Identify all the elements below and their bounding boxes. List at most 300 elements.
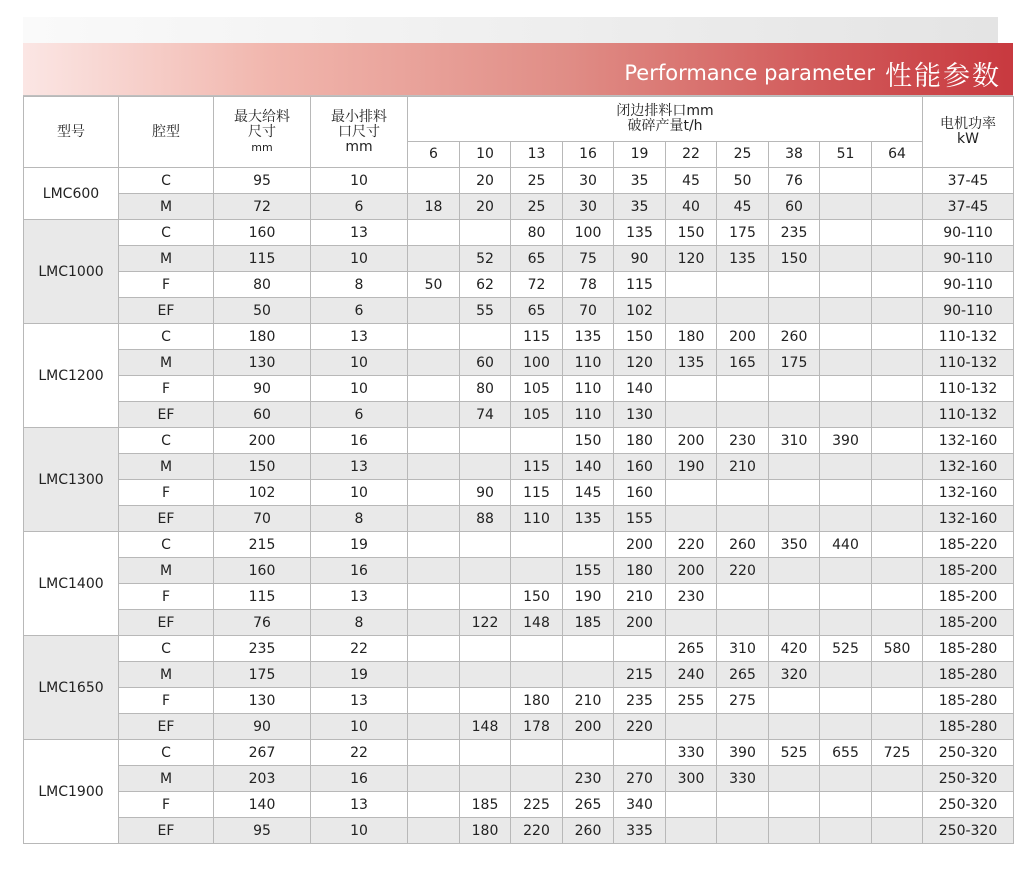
capacity-cell: 100 <box>511 350 563 376</box>
title-chinese: 性能参数 <box>885 61 1001 92</box>
min-discharge-cell: 10 <box>311 714 408 740</box>
capacity-cell <box>408 246 460 272</box>
capacity-cell: 215 <box>614 662 666 688</box>
capacity-cell: 275 <box>717 688 769 714</box>
cavity-cell: EF <box>119 298 214 324</box>
top-gradient-band <box>23 17 998 43</box>
capacity-cell <box>408 376 460 402</box>
capacity-cell <box>872 714 923 740</box>
capacity-cell <box>872 402 923 428</box>
capacity-cell: 30 <box>563 194 614 220</box>
capacity-cell <box>820 662 872 688</box>
header-min-discharge-label: 最小排料口尺寸mm <box>331 108 387 155</box>
capacity-cell <box>614 740 666 766</box>
header-max-feed <box>214 97 311 168</box>
capacity-cell: 80 <box>460 376 511 402</box>
header-css-line2: 破碎产量t/h <box>627 118 703 134</box>
capacity-cell <box>666 376 717 402</box>
header-css-line1: 闭边排料口mm <box>616 103 714 119</box>
capacity-cell <box>769 376 820 402</box>
capacity-cell <box>460 688 511 714</box>
cavity-cell: C <box>119 428 214 454</box>
capacity-cell <box>820 558 872 584</box>
model-cell: LMC600 <box>24 168 119 220</box>
table-row <box>24 688 1014 714</box>
capacity-cell <box>717 714 769 740</box>
capacity-cell: 135 <box>563 506 614 532</box>
max-feed-cell: 95 <box>214 818 311 844</box>
model-cell: LMC1650 <box>24 636 119 740</box>
cavity-cell: EF <box>119 714 214 740</box>
capacity-cell: 148 <box>511 610 563 636</box>
capacity-cell: 165 <box>717 350 769 376</box>
capacity-cell <box>820 610 872 636</box>
cavity-cell: F <box>119 272 214 298</box>
cavity-cell: M <box>119 558 214 584</box>
capacity-cell <box>872 610 923 636</box>
motor-power-cell: 90-110 <box>923 220 1014 246</box>
title-english: Performance parameter <box>624 61 875 85</box>
cavity-cell: C <box>119 220 214 246</box>
motor-power-cell: 250-320 <box>923 792 1014 818</box>
cavity-cell: C <box>119 168 214 194</box>
capacity-cell: 90 <box>460 480 511 506</box>
capacity-cell: 135 <box>614 220 666 246</box>
max-feed-cell: 95 <box>214 168 311 194</box>
capacity-cell <box>563 636 614 662</box>
motor-power-cell: 110-132 <box>923 376 1014 402</box>
capacity-cell: 420 <box>769 636 820 662</box>
capacity-cell <box>408 740 460 766</box>
table-row <box>24 818 1014 844</box>
capacity-cell: 330 <box>666 740 717 766</box>
capacity-cell <box>460 220 511 246</box>
capacity-cell <box>460 584 511 610</box>
capacity-cell <box>820 168 872 194</box>
capacity-cell <box>563 740 614 766</box>
min-discharge-cell: 10 <box>311 350 408 376</box>
capacity-cell <box>666 298 717 324</box>
max-feed-cell: 235 <box>214 636 311 662</box>
cavity-cell: M <box>119 246 214 272</box>
min-discharge-cell: 10 <box>311 376 408 402</box>
capacity-cell <box>820 324 872 350</box>
header-css-16: 16 <box>563 142 614 168</box>
capacity-cell: 230 <box>717 428 769 454</box>
capacity-cell <box>408 350 460 376</box>
capacity-cell <box>717 298 769 324</box>
capacity-cell <box>408 610 460 636</box>
max-feed-cell: 150 <box>214 454 311 480</box>
max-feed-cell: 140 <box>214 792 311 818</box>
capacity-cell: 255 <box>666 688 717 714</box>
motor-power-cell: 250-320 <box>923 818 1014 844</box>
header-motor-label: 电机功率 <box>940 116 996 132</box>
capacity-cell <box>408 558 460 584</box>
motor-power-cell: 37-45 <box>923 194 1014 220</box>
capacity-cell: 50 <box>408 272 460 298</box>
capacity-cell: 180 <box>614 428 666 454</box>
capacity-cell: 210 <box>563 688 614 714</box>
motor-power-cell: 250-320 <box>923 740 1014 766</box>
header-motor-unit: kW <box>957 131 979 147</box>
capacity-cell <box>769 792 820 818</box>
capacity-cell: 62 <box>460 272 511 298</box>
capacity-cell: 150 <box>614 324 666 350</box>
capacity-cell <box>872 246 923 272</box>
capacity-cell: 105 <box>511 402 563 428</box>
capacity-cell: 175 <box>717 220 769 246</box>
min-discharge-cell: 10 <box>311 168 408 194</box>
header-model: 型号 <box>24 97 119 168</box>
capacity-cell: 55 <box>460 298 511 324</box>
capacity-cell: 310 <box>717 636 769 662</box>
table-row <box>24 584 1014 610</box>
capacity-cell: 110 <box>563 376 614 402</box>
capacity-cell: 180 <box>666 324 717 350</box>
capacity-cell <box>769 454 820 480</box>
table-row <box>24 636 1014 662</box>
capacity-cell: 178 <box>511 714 563 740</box>
capacity-cell <box>769 558 820 584</box>
capacity-cell: 180 <box>614 558 666 584</box>
capacity-cell <box>408 714 460 740</box>
capacity-cell <box>769 506 820 532</box>
table-row <box>24 506 1014 532</box>
capacity-cell <box>408 636 460 662</box>
table-row <box>24 792 1014 818</box>
capacity-cell: 200 <box>666 428 717 454</box>
capacity-cell <box>872 220 923 246</box>
capacity-cell: 210 <box>614 584 666 610</box>
capacity-cell: 160 <box>614 480 666 506</box>
capacity-cell: 175 <box>769 350 820 376</box>
min-discharge-cell: 8 <box>311 272 408 298</box>
capacity-cell: 440 <box>820 532 872 558</box>
capacity-cell: 260 <box>717 532 769 558</box>
capacity-cell <box>717 610 769 636</box>
capacity-cell <box>820 714 872 740</box>
capacity-cell <box>872 688 923 714</box>
capacity-cell <box>872 584 923 610</box>
capacity-cell: 70 <box>563 298 614 324</box>
capacity-cell <box>511 558 563 584</box>
capacity-cell: 200 <box>717 324 769 350</box>
capacity-cell: 30 <box>563 168 614 194</box>
cavity-cell: C <box>119 324 214 350</box>
capacity-cell <box>872 428 923 454</box>
table-row <box>24 298 1014 324</box>
capacity-cell: 525 <box>769 740 820 766</box>
capacity-cell <box>717 792 769 818</box>
capacity-cell: 190 <box>563 584 614 610</box>
motor-power-cell: 185-280 <box>923 636 1014 662</box>
capacity-cell <box>769 584 820 610</box>
capacity-cell <box>769 480 820 506</box>
capacity-cell <box>666 480 717 506</box>
capacity-cell: 330 <box>717 766 769 792</box>
capacity-cell: 220 <box>666 532 717 558</box>
cavity-cell: M <box>119 454 214 480</box>
motor-power-cell: 185-200 <box>923 558 1014 584</box>
capacity-cell: 148 <box>460 714 511 740</box>
capacity-cell <box>460 740 511 766</box>
max-feed-cell: 102 <box>214 480 311 506</box>
max-feed-cell: 90 <box>214 376 311 402</box>
motor-power-cell: 132-160 <box>923 480 1014 506</box>
capacity-cell: 110 <box>511 506 563 532</box>
cavity-cell: F <box>119 584 214 610</box>
table-body <box>24 168 1014 844</box>
capacity-cell <box>820 454 872 480</box>
capacity-cell: 150 <box>511 584 563 610</box>
capacity-cell <box>408 402 460 428</box>
capacity-cell <box>666 402 717 428</box>
motor-power-cell: 110-132 <box>923 350 1014 376</box>
capacity-cell: 335 <box>614 818 666 844</box>
cavity-cell: EF <box>119 402 214 428</box>
capacity-cell: 270 <box>614 766 666 792</box>
capacity-cell <box>769 298 820 324</box>
capacity-cell: 220 <box>511 818 563 844</box>
header-css-22: 22 <box>666 142 717 168</box>
capacity-cell: 115 <box>511 324 563 350</box>
motor-power-cell: 110-132 <box>923 402 1014 428</box>
capacity-cell: 120 <box>614 350 666 376</box>
table-row <box>24 246 1014 272</box>
capacity-cell <box>872 532 923 558</box>
min-discharge-cell: 13 <box>311 220 408 246</box>
capacity-cell: 140 <box>563 454 614 480</box>
motor-power-cell: 90-110 <box>923 246 1014 272</box>
capacity-cell <box>460 324 511 350</box>
capacity-cell <box>872 454 923 480</box>
table-row <box>24 766 1014 792</box>
cavity-cell: C <box>119 532 214 558</box>
min-discharge-cell: 16 <box>311 558 408 584</box>
capacity-cell: 20 <box>460 194 511 220</box>
capacity-cell <box>408 298 460 324</box>
capacity-cell: 45 <box>717 194 769 220</box>
max-feed-cell: 76 <box>214 610 311 636</box>
capacity-cell: 655 <box>820 740 872 766</box>
motor-power-cell: 132-160 <box>923 454 1014 480</box>
max-feed-cell: 70 <box>214 506 311 532</box>
capacity-cell: 200 <box>614 610 666 636</box>
capacity-cell <box>666 272 717 298</box>
capacity-cell <box>408 818 460 844</box>
capacity-cell <box>408 168 460 194</box>
table-row <box>24 350 1014 376</box>
capacity-cell: 390 <box>820 428 872 454</box>
cavity-cell: M <box>119 766 214 792</box>
capacity-cell <box>820 194 872 220</box>
capacity-cell: 200 <box>614 532 666 558</box>
header-css-13: 13 <box>511 142 563 168</box>
capacity-cell <box>511 662 563 688</box>
header-max-feed-label: 最大给料尺寸 <box>234 108 290 140</box>
capacity-cell: 310 <box>769 428 820 454</box>
capacity-cell: 130 <box>614 402 666 428</box>
min-discharge-cell: 6 <box>311 194 408 220</box>
capacity-cell <box>872 324 923 350</box>
max-feed-cell: 115 <box>214 246 311 272</box>
capacity-cell: 260 <box>769 324 820 350</box>
capacity-cell: 180 <box>511 688 563 714</box>
capacity-cell <box>460 636 511 662</box>
capacity-cell <box>820 818 872 844</box>
capacity-cell <box>408 480 460 506</box>
capacity-cell: 35 <box>614 194 666 220</box>
capacity-cell: 25 <box>511 168 563 194</box>
capacity-cell <box>511 532 563 558</box>
capacity-cell <box>460 558 511 584</box>
capacity-cell: 150 <box>769 246 820 272</box>
motor-power-cell: 185-280 <box>923 714 1014 740</box>
capacity-cell <box>408 428 460 454</box>
capacity-cell <box>872 376 923 402</box>
capacity-cell <box>872 558 923 584</box>
max-feed-cell: 200 <box>214 428 311 454</box>
min-discharge-cell: 19 <box>311 662 408 688</box>
capacity-cell <box>820 402 872 428</box>
capacity-cell: 265 <box>563 792 614 818</box>
capacity-cell <box>820 766 872 792</box>
capacity-cell <box>872 792 923 818</box>
capacity-cell: 120 <box>666 246 717 272</box>
capacity-cell: 155 <box>614 506 666 532</box>
capacity-cell: 140 <box>614 376 666 402</box>
capacity-cell: 115 <box>511 480 563 506</box>
capacity-cell: 320 <box>769 662 820 688</box>
capacity-cell: 65 <box>511 246 563 272</box>
header-css-25: 25 <box>717 142 769 168</box>
capacity-cell <box>408 532 460 558</box>
capacity-cell: 88 <box>460 506 511 532</box>
max-feed-cell: 203 <box>214 766 311 792</box>
title-banner <box>23 43 1013 97</box>
capacity-cell: 135 <box>666 350 717 376</box>
min-discharge-cell: 8 <box>311 610 408 636</box>
capacity-cell <box>460 766 511 792</box>
capacity-cell <box>820 506 872 532</box>
capacity-cell <box>666 792 717 818</box>
motor-power-cell: 90-110 <box>923 272 1014 298</box>
motor-power-cell: 250-320 <box>923 766 1014 792</box>
min-discharge-cell: 13 <box>311 688 408 714</box>
max-feed-cell: 115 <box>214 584 311 610</box>
capacity-cell: 340 <box>614 792 666 818</box>
capacity-cell: 265 <box>666 636 717 662</box>
capacity-cell <box>820 480 872 506</box>
capacity-cell: 60 <box>769 194 820 220</box>
max-feed-cell: 175 <box>214 662 311 688</box>
capacity-cell <box>511 428 563 454</box>
capacity-cell <box>872 506 923 532</box>
capacity-cell: 105 <box>511 376 563 402</box>
capacity-cell: 525 <box>820 636 872 662</box>
max-feed-cell: 180 <box>214 324 311 350</box>
model-cell: LMC1300 <box>24 428 119 532</box>
capacity-cell <box>872 194 923 220</box>
capacity-cell: 725 <box>872 740 923 766</box>
capacity-cell <box>872 480 923 506</box>
capacity-cell: 115 <box>511 454 563 480</box>
capacity-cell <box>769 272 820 298</box>
capacity-cell: 18 <box>408 194 460 220</box>
capacity-cell <box>820 350 872 376</box>
cavity-cell: F <box>119 792 214 818</box>
capacity-cell <box>872 818 923 844</box>
capacity-cell <box>820 220 872 246</box>
capacity-cell: 74 <box>460 402 511 428</box>
motor-power-cell: 185-220 <box>923 532 1014 558</box>
capacity-cell <box>460 532 511 558</box>
cavity-cell: F <box>119 376 214 402</box>
capacity-cell: 145 <box>563 480 614 506</box>
header-cavity: 腔型 <box>119 97 214 168</box>
motor-power-cell: 132-160 <box>923 506 1014 532</box>
header-css-38: 38 <box>769 142 820 168</box>
model-cell: LMC1900 <box>24 740 119 844</box>
capacity-cell <box>408 454 460 480</box>
capacity-cell: 75 <box>563 246 614 272</box>
capacity-cell <box>872 662 923 688</box>
min-discharge-cell: 22 <box>311 740 408 766</box>
capacity-cell <box>717 272 769 298</box>
min-discharge-cell: 8 <box>311 506 408 532</box>
min-discharge-cell: 6 <box>311 298 408 324</box>
capacity-cell: 390 <box>717 740 769 766</box>
min-discharge-cell: 19 <box>311 532 408 558</box>
table-row <box>24 428 1014 454</box>
table-row <box>24 662 1014 688</box>
table-row <box>24 610 1014 636</box>
capacity-cell <box>872 298 923 324</box>
motor-power-cell: 37-45 <box>923 168 1014 194</box>
capacity-cell <box>769 402 820 428</box>
motor-power-cell: 90-110 <box>923 298 1014 324</box>
motor-power-cell: 185-280 <box>923 662 1014 688</box>
capacity-cell: 580 <box>872 636 923 662</box>
capacity-cell <box>717 402 769 428</box>
capacity-cell: 350 <box>769 532 820 558</box>
capacity-cell: 50 <box>717 168 769 194</box>
capacity-cell <box>717 584 769 610</box>
capacity-cell: 72 <box>511 272 563 298</box>
max-feed-cell: 215 <box>214 532 311 558</box>
header-max-feed-unit: mm <box>251 140 273 154</box>
capacity-cell <box>769 818 820 844</box>
max-feed-cell: 90 <box>214 714 311 740</box>
min-discharge-cell: 13 <box>311 454 408 480</box>
capacity-cell <box>769 610 820 636</box>
capacity-cell <box>717 506 769 532</box>
table-row <box>24 194 1014 220</box>
capacity-cell <box>460 662 511 688</box>
capacity-cell <box>408 766 460 792</box>
capacity-cell: 80 <box>511 220 563 246</box>
capacity-cell: 25 <box>511 194 563 220</box>
capacity-cell: 260 <box>563 818 614 844</box>
min-discharge-cell: 13 <box>311 792 408 818</box>
capacity-cell: 102 <box>614 298 666 324</box>
header-css-6: 6 <box>408 142 460 168</box>
capacity-cell: 160 <box>614 454 666 480</box>
capacity-cell: 122 <box>460 610 511 636</box>
motor-power-cell: 185-200 <box>923 610 1014 636</box>
capacity-cell: 45 <box>666 168 717 194</box>
